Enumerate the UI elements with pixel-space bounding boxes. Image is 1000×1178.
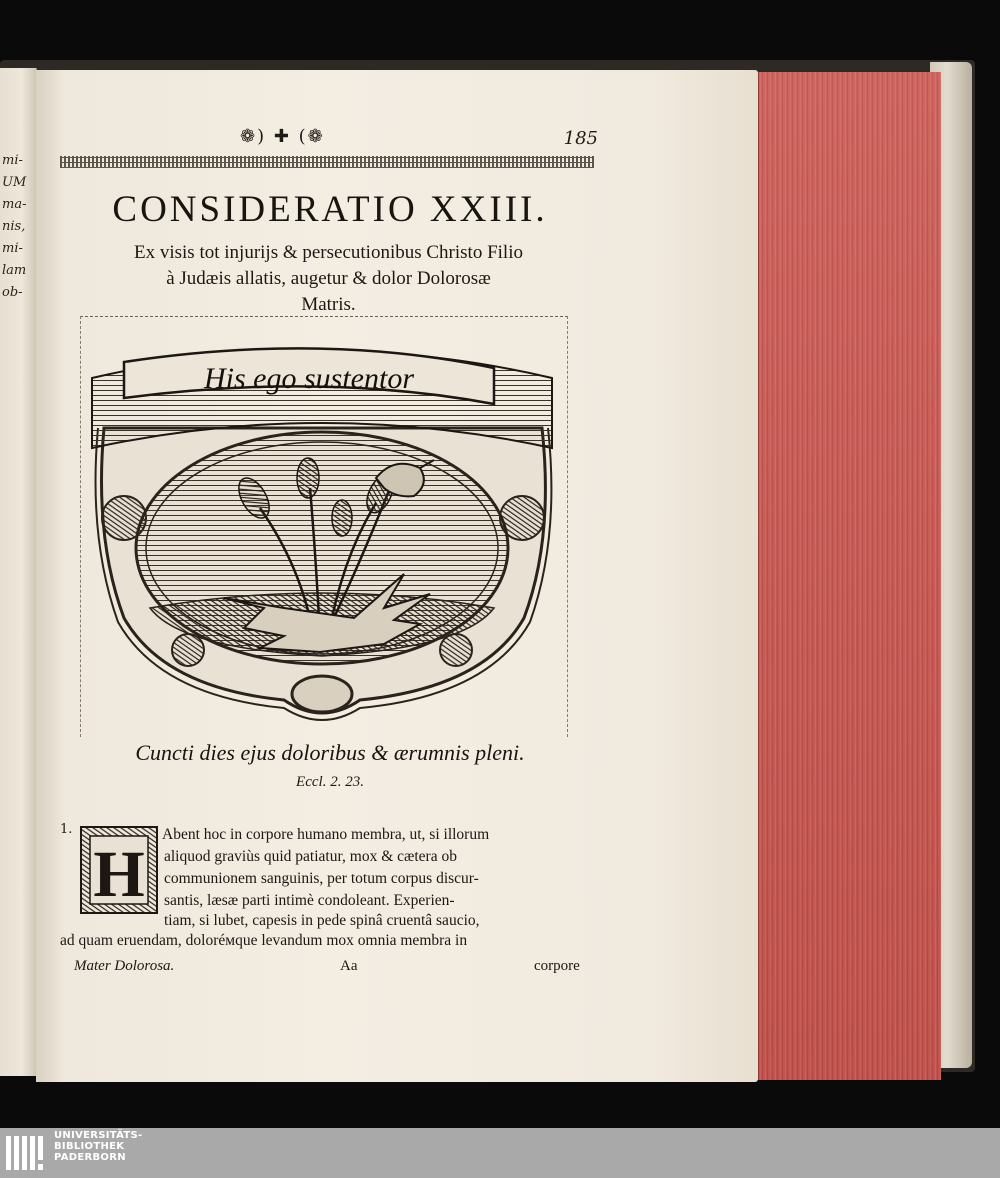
red-page-edges: [758, 72, 941, 1080]
left-page-edge: [0, 68, 37, 1076]
left-page-text-fragments: [2, 150, 37, 304]
body-line: tiam, si lubet, capesis in pede spinâ cruentâ saucio,: [164, 912, 480, 929]
head-ornament: ❁) ✚ (❁: [240, 126, 325, 147]
chapter-subtitle: [56, 240, 601, 318]
emblem-engraving: [84, 338, 560, 730]
fragment: mi-: [2, 241, 23, 256]
emblem-motto: His ego sustentor: [204, 362, 414, 395]
body-line: aliquod graviùs quid patiatur, mox & cætera ob: [164, 848, 457, 865]
library-footer-bar: [0, 1128, 1000, 1178]
fragment: ob-: [2, 285, 23, 300]
running-footer-title: Mater Dolorosa.: [74, 958, 175, 974]
subtitle-line: Matris.: [301, 294, 356, 315]
decorated-initial: [80, 826, 158, 914]
subtitle-line: Ex visis tot injurijs & persecutionibus Christo Filio: [134, 242, 523, 263]
signature-mark: Aa: [340, 958, 358, 974]
body-line: Abent hoc in corpore humano membra, ut, si illorum: [162, 826, 490, 843]
library-name-line: UNIVERSITÄTS-: [54, 1130, 143, 1141]
emblem-citation: Eccl. 2. 23.: [296, 774, 364, 790]
paragraph-number: 1.: [60, 822, 73, 837]
catchword: corpore: [534, 958, 580, 974]
library-logo-icon: [4, 1132, 48, 1174]
body-line: ad quam eruendam, doloréмque levandum mox omnia membra in: [60, 932, 468, 949]
fragment: mi-: [2, 153, 23, 168]
chapter-title: CONSIDERATIO XXIII.: [112, 189, 548, 230]
body-line: communionem sanguinis, per totum corpus discur-: [164, 870, 479, 887]
fragment: UM: [2, 175, 27, 190]
fragment: lam: [2, 263, 27, 278]
fragment: ma-: [2, 197, 27, 212]
library-name-line: BIBLIOTHEK: [54, 1141, 125, 1152]
running-head: [240, 126, 610, 154]
decorative-rule: [60, 156, 594, 168]
fragment: nis,: [2, 219, 26, 234]
initial-letter: H: [93, 838, 145, 911]
body-line: santis, læsæ parti intimè condoleant. Experien-: [164, 892, 455, 909]
emblem-caption: Cuncti dies ejus doloribus & ærumnis pleni.: [135, 740, 525, 765]
page-number: 185: [563, 128, 598, 149]
subtitle-line: à Judæis allatis, augetur & dolor Dolorosæ: [166, 268, 491, 289]
library-name-line: PADERBORN: [54, 1152, 126, 1163]
library-name: [54, 1130, 143, 1163]
